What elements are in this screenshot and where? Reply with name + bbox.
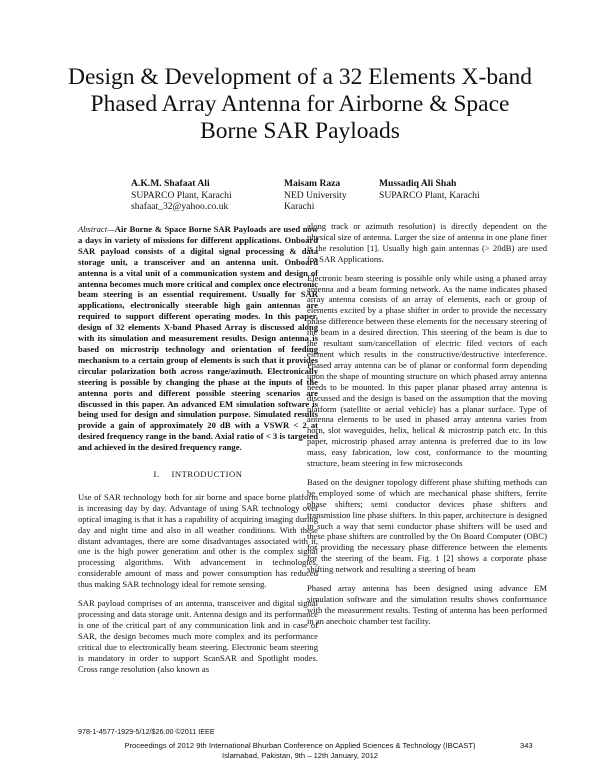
paragraph: Electronic beam steering is possible only while using a phased array antenna and a beam forming network. As the name indicates phased array antenna consists of an array of elements, each or group of elements excited by a phase shifter in order to provide the necessary phase difference between these elements for the necessary steering of the beam in a desired direction. This steering of the beam is due to the resultant sum/cancellation of electric filed vectors of each element which results in the constructive/destructive interference. Phased array antenna can be of planar or conformal form depending upon the shape of mounting structure on which phased array antenna needs to be mounted. In this paper planar phased array antenna is discussed and the design is based on the assumption that the moving platform (satellite or aerial vehicle) has a planar surface. Type of antenna elements to be used in phased array antenna varies from horn, slot waveguides, helix, helical & microstrip patch etc. In this paper, microstrip phased array antenna is preferred due to its low mass, easy fabrication, low cost, conformance to the mounting structure, beam steering in few microseconds bbox=[307, 272, 547, 469]
paragraph: Based on the designer topology different phase shifting methods can be employed some of which are mechanical phase shifters, ferrite phase shifters; semi conductor devices phase shifters and transmission line phase shifters. In this paper, architecture is designed in such a way that semi conductor phase shifters will be used and these phase shifters are controlled by the On Board Computer (OBC) for providing the necessary phase difference between the elements for the steering of the beam. Fig. 1 [2] shows a corporate phase shifting network and resulting a steering of beam bbox=[307, 476, 547, 575]
author-affiliation: SUPARCO Plant, Karachi bbox=[131, 189, 232, 201]
paper-title: Design & Development of a 32 Elements X-band Phased Array Antenna for Airborne & Space Borne SAR Payloads bbox=[67, 64, 532, 144]
page-number: 343 bbox=[520, 741, 533, 750]
abstract-text: Air Borne & Space Borne SAR Payloads are used now a days in variety of missions for different applications. Onboard SAR payload consists of a digital signal processing & data storage unit, a transceiver and an antenna unit. Onboard antenna is a vital unit of a communication system and design of antenna becomes much more critical and complex once electronic beam steering is an essential requirement. Usually for SAR applications, electronically steerable high gain antennas are required to support different operating modes. In this paper, design of 32 elements X-band Phased Array is discussed along with its simulation and measurement results. Design antenna is based on microstrip technology and orientation of feeding mechanism to a certain group of elements is such that it provides circular polarization both across range/azimuth. Electronically steering is possible by changing the phase at the inputs of the antenna ports and different possible steering scenarios are discussed in this paper. An advanced EM simulation software is being used for design and simulation purpose. Simulated results provide a gain of approximately 20 dB with a VSWR < 2 at desired frequency range in the band. Axial ratio of < 3 is targeted and achieved in the desired frequency range. bbox=[78, 224, 318, 453]
author-2 bbox=[284, 178, 356, 213]
author-name: Mussadiq Ali Shah bbox=[379, 178, 457, 189]
author-name: Maisam Raza bbox=[284, 178, 341, 189]
author-email: shafaat_32@yahoo.co.uk bbox=[131, 201, 229, 212]
paragraph: Phased array antenna has been designed using advance EM simulation software and the simulation results shows conformance with the measurement results. Testing of antenna has been performed in an anechoic chamber test facility. bbox=[307, 583, 547, 626]
abstract bbox=[78, 224, 318, 453]
author-1 bbox=[131, 178, 232, 213]
author-3 bbox=[379, 178, 480, 201]
paragraph: Use of SAR technology both for air borne and space borne platform is increasing day by day. Advantage of using SAR technology over optical imaging is that it has a capability of acquiring imaging during day and night time and also in all weather conditions. With these distant advantages, there are some disadvantages associated with it, one is the high power generation and other is the complex signal processing algorithms. With advancement in technologies, considerable amount of mass and power consumption has reduced thus making SAR technology ideal for remote sensing. bbox=[78, 491, 318, 590]
footer-line: Islamabad, Pakistan, 9th – 12th January, 2012 bbox=[221, 750, 379, 760]
right-column bbox=[307, 221, 547, 635]
abstract-label: Abstract— bbox=[78, 224, 115, 234]
author-affiliation: NED University Karachi bbox=[284, 189, 347, 212]
section-number: I. bbox=[153, 469, 160, 480]
paragraph: along track or azimuth resolution) is directly dependent on the physical size of antenna. Larger the size of antenna in one plane finer is the resolution [1]. Usually high gain antennas (> 20dB) are used for SAR Applications. bbox=[307, 221, 547, 264]
footer-line: Proceedings of 2012 9th International Bhurban Conference on Applied Sciences & Technology (IBCAST) bbox=[124, 741, 476, 750]
conference-footer bbox=[120, 741, 480, 760]
copyright-notice: 978-1-4577-1929-5/12/$26.00 ©2011 IEEE bbox=[78, 727, 215, 736]
left-column bbox=[78, 224, 318, 682]
paragraph: SAR payload comprises of an antenna, transceiver and digital signal processing and data storage unit. Antenna design and its performance is one of the critical part of any communication link and in case of SAR, the design becomes much more complex and its performance critical due to electronically beam steering. Electronic beam steering is mandatory in order to support ScanSAR and Spotlight modes. Cross range resolution (also known as bbox=[78, 598, 318, 674]
author-name: A.K.M. Shafaat Ali bbox=[131, 178, 210, 189]
author-affiliation: SUPARCO Plant, Karachi bbox=[379, 189, 480, 201]
section-title: INTRODUCTION bbox=[171, 469, 243, 480]
section-heading-introduction bbox=[78, 469, 318, 480]
